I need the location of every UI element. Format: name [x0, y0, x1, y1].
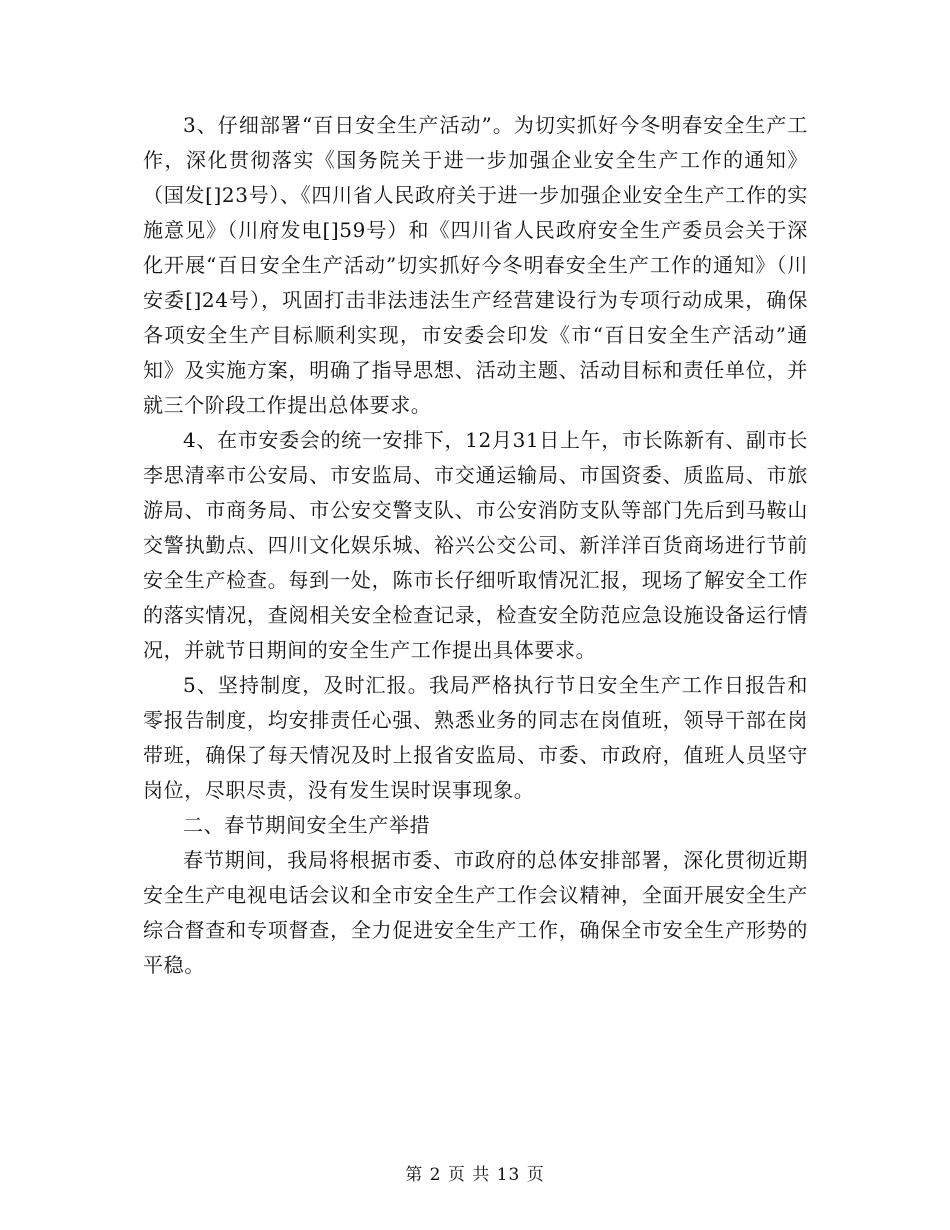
document-body [143, 108, 808, 983]
paragraph-5: 5、坚持制度，及时汇报。我局严格执行节日安全生产工作日报告和零报告制度，均安排责任心强、熟悉业务的同志在岗值班，领导干部在岗带班，确保了每天情况及时上报省安监局、市委、市政府，值班人员坚守岗位，尽职尽责，没有发生误时误事现象。 [143, 673, 808, 802]
paragraph-3: 3、仔细部署“百日安全生产活动”。为切实抓好今冬明春安全生产工作，深化贯彻落实《国务院关于进一步加强企业安全生产工作的通知》（国发[]23号）、《四川省人民政府关于进一步加强企业安全生产工作的实施意见》（川府发电[]59号）和《四川省人民政府安全生产委员会关于深化开展“百日安全生产活动”切实抓好今冬明春安全生产工作的通知》（川安委[]24号），巩固打击非法违法生产经营建设行为专项行动成果，确保各项安全生产目标顺利实现，市安委会印发《市“百日安全生产活动”通知》及实施方案，明确了指导思想、活动主题、活动目标和责任单位，并就三个阶段工作提出总体要求。 [143, 113, 808, 417]
paragraph-4: 4、在市安委会的统一安排下，12月31日上午，市长陈新有、副市长李思清率市公安局、市安监局、市交通运输局、市国资委、质监局、市旅游局、市商务局、市公安交警支队、市公安消防支队等部门先后到马鞍山交警执勤点、四川文化娱乐城、裕兴公交公司、新洋洋百货商场进行节前安全生产检查。每到一处，陈市长仔细听取情况汇报，现场了解安全工作的落实情况，查阅相关安全检查记录，检查安全防范应急设施设备运行情况，并就节日期间的安全生产工作提出具体要求。 [143, 428, 808, 662]
section-heading: 二、春节期间安全生产举措 [183, 813, 431, 837]
page-number-footer: 第 2 页 共 13 页 [405, 1165, 545, 1185]
closing-paragraph: 春节期间，我局将根据市委、市政府的总体安排部署，深化贯彻近期安全生产电视电话会议和全市安全生产工作会议精神，全面开展安全生产综合督查和专项督查，全力促进安全生产工作，确保全市安全生产形势的平稳。 [143, 848, 808, 977]
